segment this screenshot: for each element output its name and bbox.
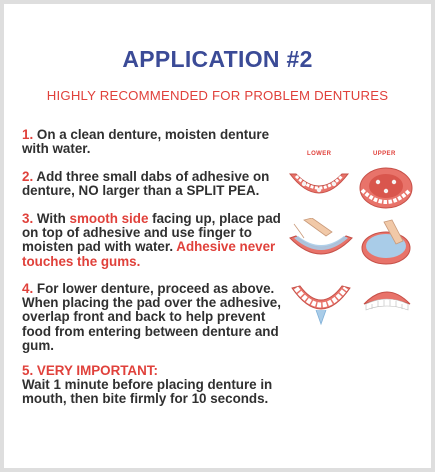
instruction-card [4,4,431,468]
step-number: 2. [22,169,34,184]
step-text: Wait 1 minute before placing denture in mouth, then bite firmly for 10 seconds. [22,377,273,407]
page-title: APPLICATION #2 [122,46,313,72]
lower-denture-adhesive-illustration [284,168,354,212]
step-4 [22,282,284,353]
step-number: 3. [22,211,34,226]
upper-denture-adhesive-illustration [356,164,416,214]
step-number: 5. [22,363,34,378]
lower-column-label: LOWER [307,151,332,157]
page-subtitle: HIGHLY RECOMMENDED FOR PROBLEM DENTURES [46,88,389,103]
step-highlight: smooth side [69,211,149,226]
upper-denture-placed-illustration [360,284,414,324]
step-heading: VERY IMPORTANT: [36,363,158,378]
step-3 [22,212,284,269]
step-1 [22,128,284,156]
step-text: Add three small dabs of adhesive on denture, NO larger than a SPLIT PEA. [22,169,270,199]
upper-denture-pad-illustration [356,218,416,268]
step-text: facing up, place pad on top of adhesive and use finger to moisten pad with water. [22,211,281,255]
lower-denture-pad-illustration [286,218,356,268]
step-2 [22,170,284,198]
step-text: With [36,211,66,226]
step-text: For lower denture, proceed as above. When placing the pad over the adhesive, overlap front and back to help prevent food from entering between denture and gum. [22,281,281,353]
step-number: 1. [22,127,34,142]
step-number: 4. [22,281,34,296]
step-text: On a clean denture, moisten denture with water. [22,127,270,157]
step-5 [22,364,284,407]
step-warning: Adhesive never touches the gums. [22,239,276,269]
upper-column-label: UPPER [373,151,396,157]
lower-denture-placed-illustration [286,280,356,330]
